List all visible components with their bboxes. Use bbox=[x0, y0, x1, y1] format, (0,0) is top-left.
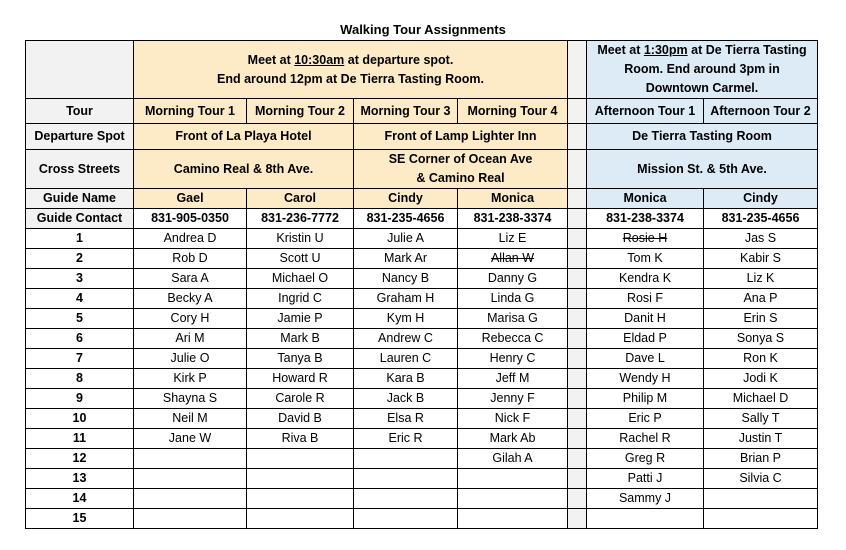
guide-name: Cindy bbox=[704, 189, 818, 209]
participant-cell: Ron K bbox=[704, 349, 818, 369]
tour-name: Morning Tour 4 bbox=[458, 99, 568, 124]
gap-cell bbox=[568, 209, 587, 229]
assignments-table bbox=[25, 40, 818, 529]
participant-cell: Eldad P bbox=[587, 329, 704, 349]
participant-cell: Rebecca C bbox=[458, 329, 568, 349]
participant-cell bbox=[134, 489, 247, 509]
tour-name: Morning Tour 2 bbox=[247, 99, 354, 124]
corner-cell bbox=[26, 41, 134, 99]
tour-name: Afternoon Tour 1 bbox=[587, 99, 704, 124]
guide-name-row bbox=[26, 189, 818, 209]
gap-cell bbox=[568, 409, 587, 429]
gap-cell bbox=[568, 249, 587, 269]
participant-cell: Rosie H bbox=[587, 229, 704, 249]
row-number: 5 bbox=[26, 309, 134, 329]
participant-cell: Eric R bbox=[354, 429, 458, 449]
participant-cell: Andrew C bbox=[354, 329, 458, 349]
row-number: 15 bbox=[26, 509, 134, 529]
table-row bbox=[26, 329, 818, 349]
gap-cell bbox=[568, 124, 587, 150]
morning-meet-time: 10:30am bbox=[294, 52, 345, 67]
participant-cell bbox=[134, 469, 247, 489]
row-number: 11 bbox=[26, 429, 134, 449]
participant-cell: Kirk P bbox=[134, 369, 247, 389]
participant-cell: Carole R bbox=[247, 389, 354, 409]
participant-cell: Silvia C bbox=[704, 469, 818, 489]
participant-cell: Eric P bbox=[587, 409, 704, 429]
table-row bbox=[26, 369, 818, 389]
participant-cell: Jas S bbox=[704, 229, 818, 249]
participant-cell: Justin T bbox=[704, 429, 818, 449]
gap-cell bbox=[568, 99, 587, 124]
departure-spot: Front of La Playa Hotel bbox=[134, 124, 354, 150]
participant-cell bbox=[704, 509, 818, 529]
guide-name: Gael bbox=[134, 189, 247, 209]
participant-cell: Lauren C bbox=[354, 349, 458, 369]
table-row bbox=[26, 409, 818, 429]
departure-label: Departure Spot bbox=[26, 124, 134, 150]
participant-cell: Liz K bbox=[704, 269, 818, 289]
sheet-title: Walking Tour Assignments bbox=[340, 22, 506, 37]
gap-cell bbox=[568, 469, 587, 489]
gap-cell bbox=[568, 309, 587, 329]
guide-name: Monica bbox=[587, 189, 704, 209]
row-number: 7 bbox=[26, 349, 134, 369]
table-row bbox=[26, 309, 818, 329]
table-row bbox=[26, 269, 818, 289]
row-number: 13 bbox=[26, 469, 134, 489]
row-number: 8 bbox=[26, 369, 134, 389]
participant-cell: Jane W bbox=[134, 429, 247, 449]
table-row bbox=[26, 469, 818, 489]
participant-cell bbox=[247, 509, 354, 529]
gap-cell bbox=[568, 329, 587, 349]
tour-name: Morning Tour 3 bbox=[354, 99, 458, 124]
table-row bbox=[26, 449, 818, 469]
table-row bbox=[26, 429, 818, 449]
tour-row bbox=[26, 99, 818, 124]
participant-cell: Nick F bbox=[458, 409, 568, 429]
participant-cell: Kendra K bbox=[587, 269, 704, 289]
participant-cell: Mark B bbox=[247, 329, 354, 349]
participant-cell: Sally T bbox=[704, 409, 818, 429]
row-number: 6 bbox=[26, 329, 134, 349]
gap-cell bbox=[568, 449, 587, 469]
row-number: 12 bbox=[26, 449, 134, 469]
participant-cell: Kabir S bbox=[704, 249, 818, 269]
participant-cell: Philip M bbox=[587, 389, 704, 409]
participant-cell: Shayna S bbox=[134, 389, 247, 409]
participant-cell bbox=[134, 509, 247, 529]
participant-cell: Graham H bbox=[354, 289, 458, 309]
participant-cell: Cory H bbox=[134, 309, 247, 329]
participant-cell: Liz E bbox=[458, 229, 568, 249]
participant-cell: Wendy H bbox=[587, 369, 704, 389]
row-number: 10 bbox=[26, 409, 134, 429]
departure-spot: Front of Lamp Lighter Inn bbox=[354, 124, 568, 150]
participant-cell: Neil M bbox=[134, 409, 247, 429]
cross-streets-label: Cross Streets bbox=[26, 150, 134, 189]
participant-cell bbox=[134, 449, 247, 469]
participant-cell: Danny G bbox=[458, 269, 568, 289]
participant-cell: Jenny F bbox=[458, 389, 568, 409]
gap-cell bbox=[568, 389, 587, 409]
participant-cell: Michael D bbox=[704, 389, 818, 409]
guide-contact: 831-235-4656 bbox=[704, 209, 818, 229]
guide-contact: 831-235-4656 bbox=[354, 209, 458, 229]
participant-cell: Kristin U bbox=[247, 229, 354, 249]
participant-cell: Brian P bbox=[704, 449, 818, 469]
row-number: 2 bbox=[26, 249, 134, 269]
participant-cell: Ingrid C bbox=[247, 289, 354, 309]
row-number: 9 bbox=[26, 389, 134, 409]
guide-contact-row bbox=[26, 209, 818, 229]
cross-streets-row bbox=[26, 150, 818, 189]
participant-cell: Julie O bbox=[134, 349, 247, 369]
cross-streets: SE Corner of Ocean Ave & Camino Real bbox=[354, 150, 568, 189]
gap-cell bbox=[568, 349, 587, 369]
participant-cell: Allan W bbox=[458, 249, 568, 269]
table-row bbox=[26, 489, 818, 509]
gap-cell bbox=[568, 189, 587, 209]
participant-cell: Jeff M bbox=[458, 369, 568, 389]
gap-cell bbox=[568, 369, 587, 389]
participant-cell: Ari M bbox=[134, 329, 247, 349]
guide-name: Monica bbox=[458, 189, 568, 209]
participant-cell bbox=[704, 489, 818, 509]
participant-cell: Mark Ar bbox=[354, 249, 458, 269]
participant-cell: Jodi K bbox=[704, 369, 818, 389]
participant-cell: Julie A bbox=[354, 229, 458, 249]
participant-cell: Gilah A bbox=[458, 449, 568, 469]
table-row bbox=[26, 509, 818, 529]
cross-streets: Mission St. & 5th Ave. bbox=[587, 150, 818, 189]
participant-cell: Rosi F bbox=[587, 289, 704, 309]
participant-cell bbox=[247, 449, 354, 469]
participant-cell: Tom K bbox=[587, 249, 704, 269]
participant-cell: David B bbox=[247, 409, 354, 429]
participant-cell bbox=[458, 489, 568, 509]
participant-cell: Ana P bbox=[704, 289, 818, 309]
participant-cell: Riva B bbox=[247, 429, 354, 449]
participant-cell: Henry C bbox=[458, 349, 568, 369]
afternoon-meet-time: 1:30pm bbox=[643, 43, 688, 57]
participant-cell: Erin S bbox=[704, 309, 818, 329]
gap-cell bbox=[568, 509, 587, 529]
participant-cell: Danit H bbox=[587, 309, 704, 329]
participant-cell: Nancy B bbox=[354, 269, 458, 289]
meeting-info-row bbox=[26, 41, 818, 99]
tour-name: Afternoon Tour 2 bbox=[704, 99, 818, 124]
participant-cell bbox=[458, 469, 568, 489]
gap-cell bbox=[568, 41, 587, 99]
gap-cell bbox=[568, 429, 587, 449]
gap-cell bbox=[568, 289, 587, 309]
participant-cell: Mark Ab bbox=[458, 429, 568, 449]
row-number: 3 bbox=[26, 269, 134, 289]
tour-label: Tour bbox=[26, 99, 134, 124]
participant-cell: Elsa R bbox=[354, 409, 458, 429]
gap-cell bbox=[568, 269, 587, 289]
participant-cell bbox=[354, 509, 458, 529]
participant-cell: Andrea D bbox=[134, 229, 247, 249]
cross-streets: Camino Real & 8th Ave. bbox=[134, 150, 354, 189]
participant-cell: Sammy J bbox=[587, 489, 704, 509]
participant-cell: Kara B bbox=[354, 369, 458, 389]
guide-contact: 831-236-7772 bbox=[247, 209, 354, 229]
afternoon-meeting-info: Meet at 1:30pm at De Tierra Tasting Room. End around 3pm in Downtown Carmel. bbox=[587, 41, 818, 99]
row-number: 4 bbox=[26, 289, 134, 309]
departure-spot: De Tierra Tasting Room bbox=[587, 124, 818, 150]
guide-contact: 831-238-3374 bbox=[458, 209, 568, 229]
tour-name: Morning Tour 1 bbox=[134, 99, 247, 124]
guide-contact: 831-238-3374 bbox=[587, 209, 704, 229]
guide-contact: 831-905-0350 bbox=[134, 209, 247, 229]
guide-name-label: Guide Name bbox=[26, 189, 134, 209]
participant-cell bbox=[587, 509, 704, 529]
participant-cell: Linda G bbox=[458, 289, 568, 309]
participant-cell: Jamie P bbox=[247, 309, 354, 329]
morning-meeting-info: Meet at 10:30am at departure spot. End around 12pm at De Tierra Tasting Room. bbox=[134, 41, 568, 99]
guide-name: Carol bbox=[247, 189, 354, 209]
participant-cell: Tanya B bbox=[247, 349, 354, 369]
participant-cell: Becky A bbox=[134, 289, 247, 309]
table-row bbox=[26, 249, 818, 269]
participant-cell: Scott U bbox=[247, 249, 354, 269]
participant-cell: Jack B bbox=[354, 389, 458, 409]
participant-cell bbox=[247, 489, 354, 509]
participant-cell bbox=[458, 509, 568, 529]
departure-row bbox=[26, 124, 818, 150]
gap-cell bbox=[568, 229, 587, 249]
participant-cell: Rob D bbox=[134, 249, 247, 269]
participant-cell bbox=[354, 489, 458, 509]
table-row bbox=[26, 289, 818, 309]
participant-cell: Sonya S bbox=[704, 329, 818, 349]
participant-cell: Marisa G bbox=[458, 309, 568, 329]
participant-cell: Sara A bbox=[134, 269, 247, 289]
participant-cell bbox=[354, 469, 458, 489]
participant-cell bbox=[354, 449, 458, 469]
gap-cell bbox=[568, 489, 587, 509]
participant-cell: Dave L bbox=[587, 349, 704, 369]
participant-cell: Patti J bbox=[587, 469, 704, 489]
row-number: 1 bbox=[26, 229, 134, 249]
participant-cell: Greg R bbox=[587, 449, 704, 469]
guide-name: Cindy bbox=[354, 189, 458, 209]
participant-cell: Kym H bbox=[354, 309, 458, 329]
participant-cell bbox=[247, 469, 354, 489]
guide-contact-label: Guide Contact bbox=[26, 209, 134, 229]
participant-cell: Rachel R bbox=[587, 429, 704, 449]
gap-cell bbox=[568, 150, 587, 189]
table-row bbox=[26, 229, 818, 249]
table-row bbox=[26, 389, 818, 409]
participant-cell: Michael O bbox=[247, 269, 354, 289]
table-row bbox=[26, 349, 818, 369]
row-number: 14 bbox=[26, 489, 134, 509]
participant-cell: Howard R bbox=[247, 369, 354, 389]
